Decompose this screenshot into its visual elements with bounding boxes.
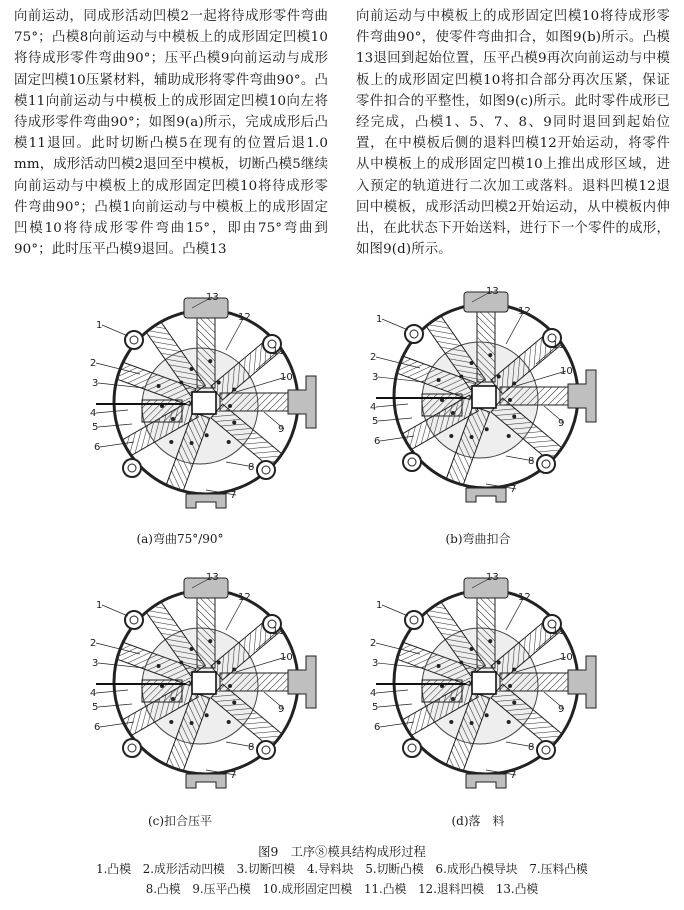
pin-dot bbox=[179, 381, 183, 385]
body-text-left-column bbox=[14, 6, 328, 260]
pin-dot bbox=[232, 700, 236, 704]
bolt-hole bbox=[125, 331, 143, 349]
pin-dot bbox=[470, 721, 474, 725]
bolt-hole bbox=[403, 453, 421, 471]
pin-dot bbox=[217, 661, 221, 665]
bolt-hole bbox=[123, 739, 141, 757]
punch-9-block bbox=[288, 656, 316, 708]
bolt-hole bbox=[403, 739, 421, 757]
part-number-label: 6 bbox=[374, 722, 381, 733]
part-number-label: 11 bbox=[272, 346, 285, 357]
punch-9-block bbox=[568, 656, 596, 708]
pin-dot bbox=[190, 721, 194, 725]
die-drawing-svg bbox=[368, 572, 608, 812]
figure-caption: 图9 工序⑧模具结构成形过程 bbox=[258, 845, 426, 859]
pin-dot bbox=[157, 384, 161, 388]
part-number-label: 12 bbox=[518, 306, 531, 317]
part-number-label: 13 bbox=[206, 572, 219, 583]
part-number-label: 4 bbox=[90, 408, 97, 419]
pin-dot bbox=[507, 720, 511, 724]
punch-bar bbox=[500, 673, 578, 691]
part-number-label: 12 bbox=[238, 592, 251, 603]
pin-dot bbox=[470, 435, 474, 439]
part-number-label: 6 bbox=[94, 722, 101, 733]
pin-dot bbox=[459, 375, 463, 379]
part-number-label: 1 bbox=[376, 600, 383, 611]
punch-7-block bbox=[466, 774, 506, 788]
figure-legend-line-2: 8.凸模 9.压平凸模 10.成形固定凹模 11.凸模 12.退料凹模 13.凸模 bbox=[145, 882, 539, 896]
subcaption-d: (d)落 料 bbox=[451, 814, 505, 828]
workpiece-zone bbox=[192, 392, 216, 414]
part-number-label: 8 bbox=[248, 462, 255, 473]
punch-9-block bbox=[568, 370, 596, 422]
bolt-hole bbox=[537, 741, 555, 759]
punch-7-block bbox=[186, 774, 226, 788]
pin-dot bbox=[228, 404, 232, 408]
part-number-label: 6 bbox=[94, 442, 101, 453]
part-number-label: 2 bbox=[90, 358, 97, 369]
pin-dot bbox=[157, 664, 161, 668]
pin-dot bbox=[508, 684, 512, 688]
part-number-label: 9 bbox=[558, 704, 565, 715]
part-number-label: 7 bbox=[230, 770, 237, 781]
part-number-label: 3 bbox=[92, 378, 99, 389]
punch-bar bbox=[220, 673, 298, 691]
body-paragraph-right: 向前运动与中模板上的成形固定凹模10将待成形零件弯曲90°，使零件弯曲扣合，如图9(b)所示。凸模13退回到起始位置，压平凸模9再次向前运动与中模板上的成形固定凹模10将扣合部分再次压紧，保证零件扣合的平整性，如图9(c)所示。此时零件成形已经完成，凸模1、5、7、8、9同时退回到起始位置，在中模板后侧的退料凹模12开始运动，将零件从中模板上的成形固定凹模10上推出成形区域，进入预定的轨道进行二次加工或落料。退料凹模12退回中模板，成形活动凹模2开始运动，从中模板内伸出，在此状态下开始送料，进行下一个零件的成形，如图9(d)所示。 bbox=[356, 9, 670, 258]
pin-dot bbox=[512, 414, 516, 418]
pin-dot bbox=[169, 440, 173, 444]
part-number-label: 7 bbox=[230, 490, 237, 501]
die-figure-c bbox=[88, 572, 328, 812]
pin-dot bbox=[512, 700, 516, 704]
bolt-hole bbox=[257, 741, 275, 759]
part-number-label: 10 bbox=[560, 366, 573, 377]
pin-dot bbox=[488, 639, 492, 643]
pin-dot bbox=[232, 420, 236, 424]
part-number-label: 3 bbox=[372, 372, 379, 383]
punch-bar bbox=[220, 393, 298, 411]
part-number-label: 9 bbox=[558, 418, 565, 429]
part-number-label: 13 bbox=[206, 292, 219, 303]
pin-dot bbox=[497, 375, 501, 379]
part-number-label: 5 bbox=[92, 702, 99, 713]
part-number-label: 7 bbox=[510, 484, 517, 495]
pin-dot bbox=[228, 684, 232, 688]
part-number-label: 5 bbox=[372, 416, 379, 427]
pin-dot bbox=[190, 441, 194, 445]
punch-bar bbox=[197, 590, 215, 668]
punch-bar bbox=[197, 310, 215, 388]
pin-dot bbox=[205, 433, 209, 437]
bolt-hole bbox=[125, 611, 143, 629]
body-text-right-column bbox=[356, 6, 670, 260]
pin-dot bbox=[205, 713, 209, 717]
pin-dot bbox=[459, 661, 463, 665]
pin-dot bbox=[437, 664, 441, 668]
pin-dot bbox=[512, 668, 516, 672]
punch-7-block bbox=[186, 494, 226, 508]
part-number-label: 6 bbox=[374, 436, 381, 447]
die-drawing-svg bbox=[88, 572, 328, 812]
part-number-label: 10 bbox=[280, 372, 293, 383]
part-number-label: 8 bbox=[528, 742, 535, 753]
part-number-label: 9 bbox=[278, 704, 285, 715]
pin-dot bbox=[449, 434, 453, 438]
pin-dot bbox=[217, 381, 221, 385]
body-paragraph-left: 向前运动，同成形活动凹模2一起将待成形零件弯曲75°；凸模8向前运动与中模板上的成形固定凹模10将待成形零件弯曲90°；压平凸模9向前运动与成形固定凹模10压紧材料，辅助成形将零件弯曲90°。凸模11向前运动与中模板上的成形固定凹模10向左将待成形零件弯曲90°；如图9(a)所示，完成成形后凸模11退回。此时切断凸模5在现有的位置后退1.0 mm，成形活动凹模2退回至中模板，切断凸模5继续向前运动与中模板上的成形固定凹模10将待成形零件弯曲90°；凸模1向前运动与中模板上的成形固定凹模10将待成形零件弯曲15°，即由75°弯曲到90°；此时压平凸模9退回。凸模13 bbox=[14, 9, 328, 258]
punch-bar bbox=[500, 387, 578, 405]
die-drawing-svg bbox=[88, 292, 328, 532]
part-number-label: 7 bbox=[510, 770, 517, 781]
part-number-label: 2 bbox=[370, 352, 377, 363]
bolt-hole bbox=[537, 455, 555, 473]
punch-7-block bbox=[466, 488, 506, 502]
subcaption-c: (c)扣合压平 bbox=[147, 814, 213, 828]
subcaption-a: (a)弯曲75°/90° bbox=[136, 532, 224, 546]
part-number-label: 2 bbox=[370, 638, 377, 649]
pin-dot bbox=[497, 661, 501, 665]
part-number-label: 12 bbox=[238, 312, 251, 323]
bolt-hole bbox=[405, 325, 423, 343]
part-number-label: 8 bbox=[528, 456, 535, 467]
pin-dot bbox=[232, 668, 236, 672]
pin-dot bbox=[508, 398, 512, 402]
part-number-label: 13 bbox=[486, 572, 499, 583]
bolt-hole bbox=[405, 611, 423, 629]
part-number-label: 9 bbox=[278, 424, 285, 435]
pin-dot bbox=[485, 713, 489, 717]
part-number-label: 12 bbox=[518, 592, 531, 603]
pin-dot bbox=[449, 720, 453, 724]
pin-dot bbox=[470, 361, 474, 365]
pin-dot bbox=[179, 661, 183, 665]
pin-dot bbox=[190, 367, 194, 371]
part-number-label: 10 bbox=[280, 652, 293, 663]
punch-9-block bbox=[288, 376, 316, 428]
die-figure-a bbox=[88, 292, 328, 532]
punch-bar bbox=[477, 304, 495, 382]
part-number-label: 10 bbox=[560, 652, 573, 663]
part-number-label: 3 bbox=[372, 658, 379, 669]
pin-dot bbox=[507, 434, 511, 438]
part-number-label: 13 bbox=[486, 286, 499, 297]
die-figure-b bbox=[368, 286, 608, 526]
pin-dot bbox=[208, 639, 212, 643]
part-number-label: 4 bbox=[370, 688, 377, 699]
pin-dot bbox=[485, 427, 489, 431]
die-drawing-svg bbox=[368, 286, 608, 526]
pin-dot bbox=[227, 440, 231, 444]
pin-dot bbox=[470, 647, 474, 651]
part-number-label: 4 bbox=[370, 402, 377, 413]
pin-dot bbox=[190, 647, 194, 651]
subcaption-b: (b)弯曲扣合 bbox=[445, 532, 511, 546]
workpiece-zone bbox=[472, 386, 496, 408]
pin-dot bbox=[488, 353, 492, 357]
part-number-label: 4 bbox=[90, 688, 97, 699]
part-number-label: 1 bbox=[96, 600, 103, 611]
part-number-label: 5 bbox=[372, 702, 379, 713]
part-number-label: 11 bbox=[552, 626, 565, 637]
part-number-label: 11 bbox=[552, 340, 565, 351]
pin-dot bbox=[232, 388, 236, 392]
pin-dot bbox=[208, 359, 212, 363]
bolt-hole bbox=[123, 459, 141, 477]
part-number-label: 5 bbox=[92, 422, 99, 433]
workpiece-zone bbox=[472, 672, 496, 694]
punch-bar bbox=[477, 590, 495, 668]
die-figure-d bbox=[368, 572, 608, 812]
part-number-label: 1 bbox=[96, 320, 103, 331]
part-number-label: 8 bbox=[248, 742, 255, 753]
workpiece-zone bbox=[192, 672, 216, 694]
bolt-hole bbox=[257, 461, 275, 479]
pin-dot bbox=[512, 382, 516, 386]
pin-dot bbox=[437, 378, 441, 382]
part-number-label: 3 bbox=[92, 658, 99, 669]
pin-dot bbox=[227, 720, 231, 724]
part-number-label: 11 bbox=[272, 626, 285, 637]
part-number-label: 1 bbox=[376, 314, 383, 325]
part-number-label: 2 bbox=[90, 638, 97, 649]
figure-legend-line-1: 1.凸模 2.成形活动凹模 3.切断凹模 4.导料块 5.切断凸模 6.成形凸模导块 7.压料凸模 bbox=[96, 862, 588, 876]
pin-dot bbox=[169, 720, 173, 724]
